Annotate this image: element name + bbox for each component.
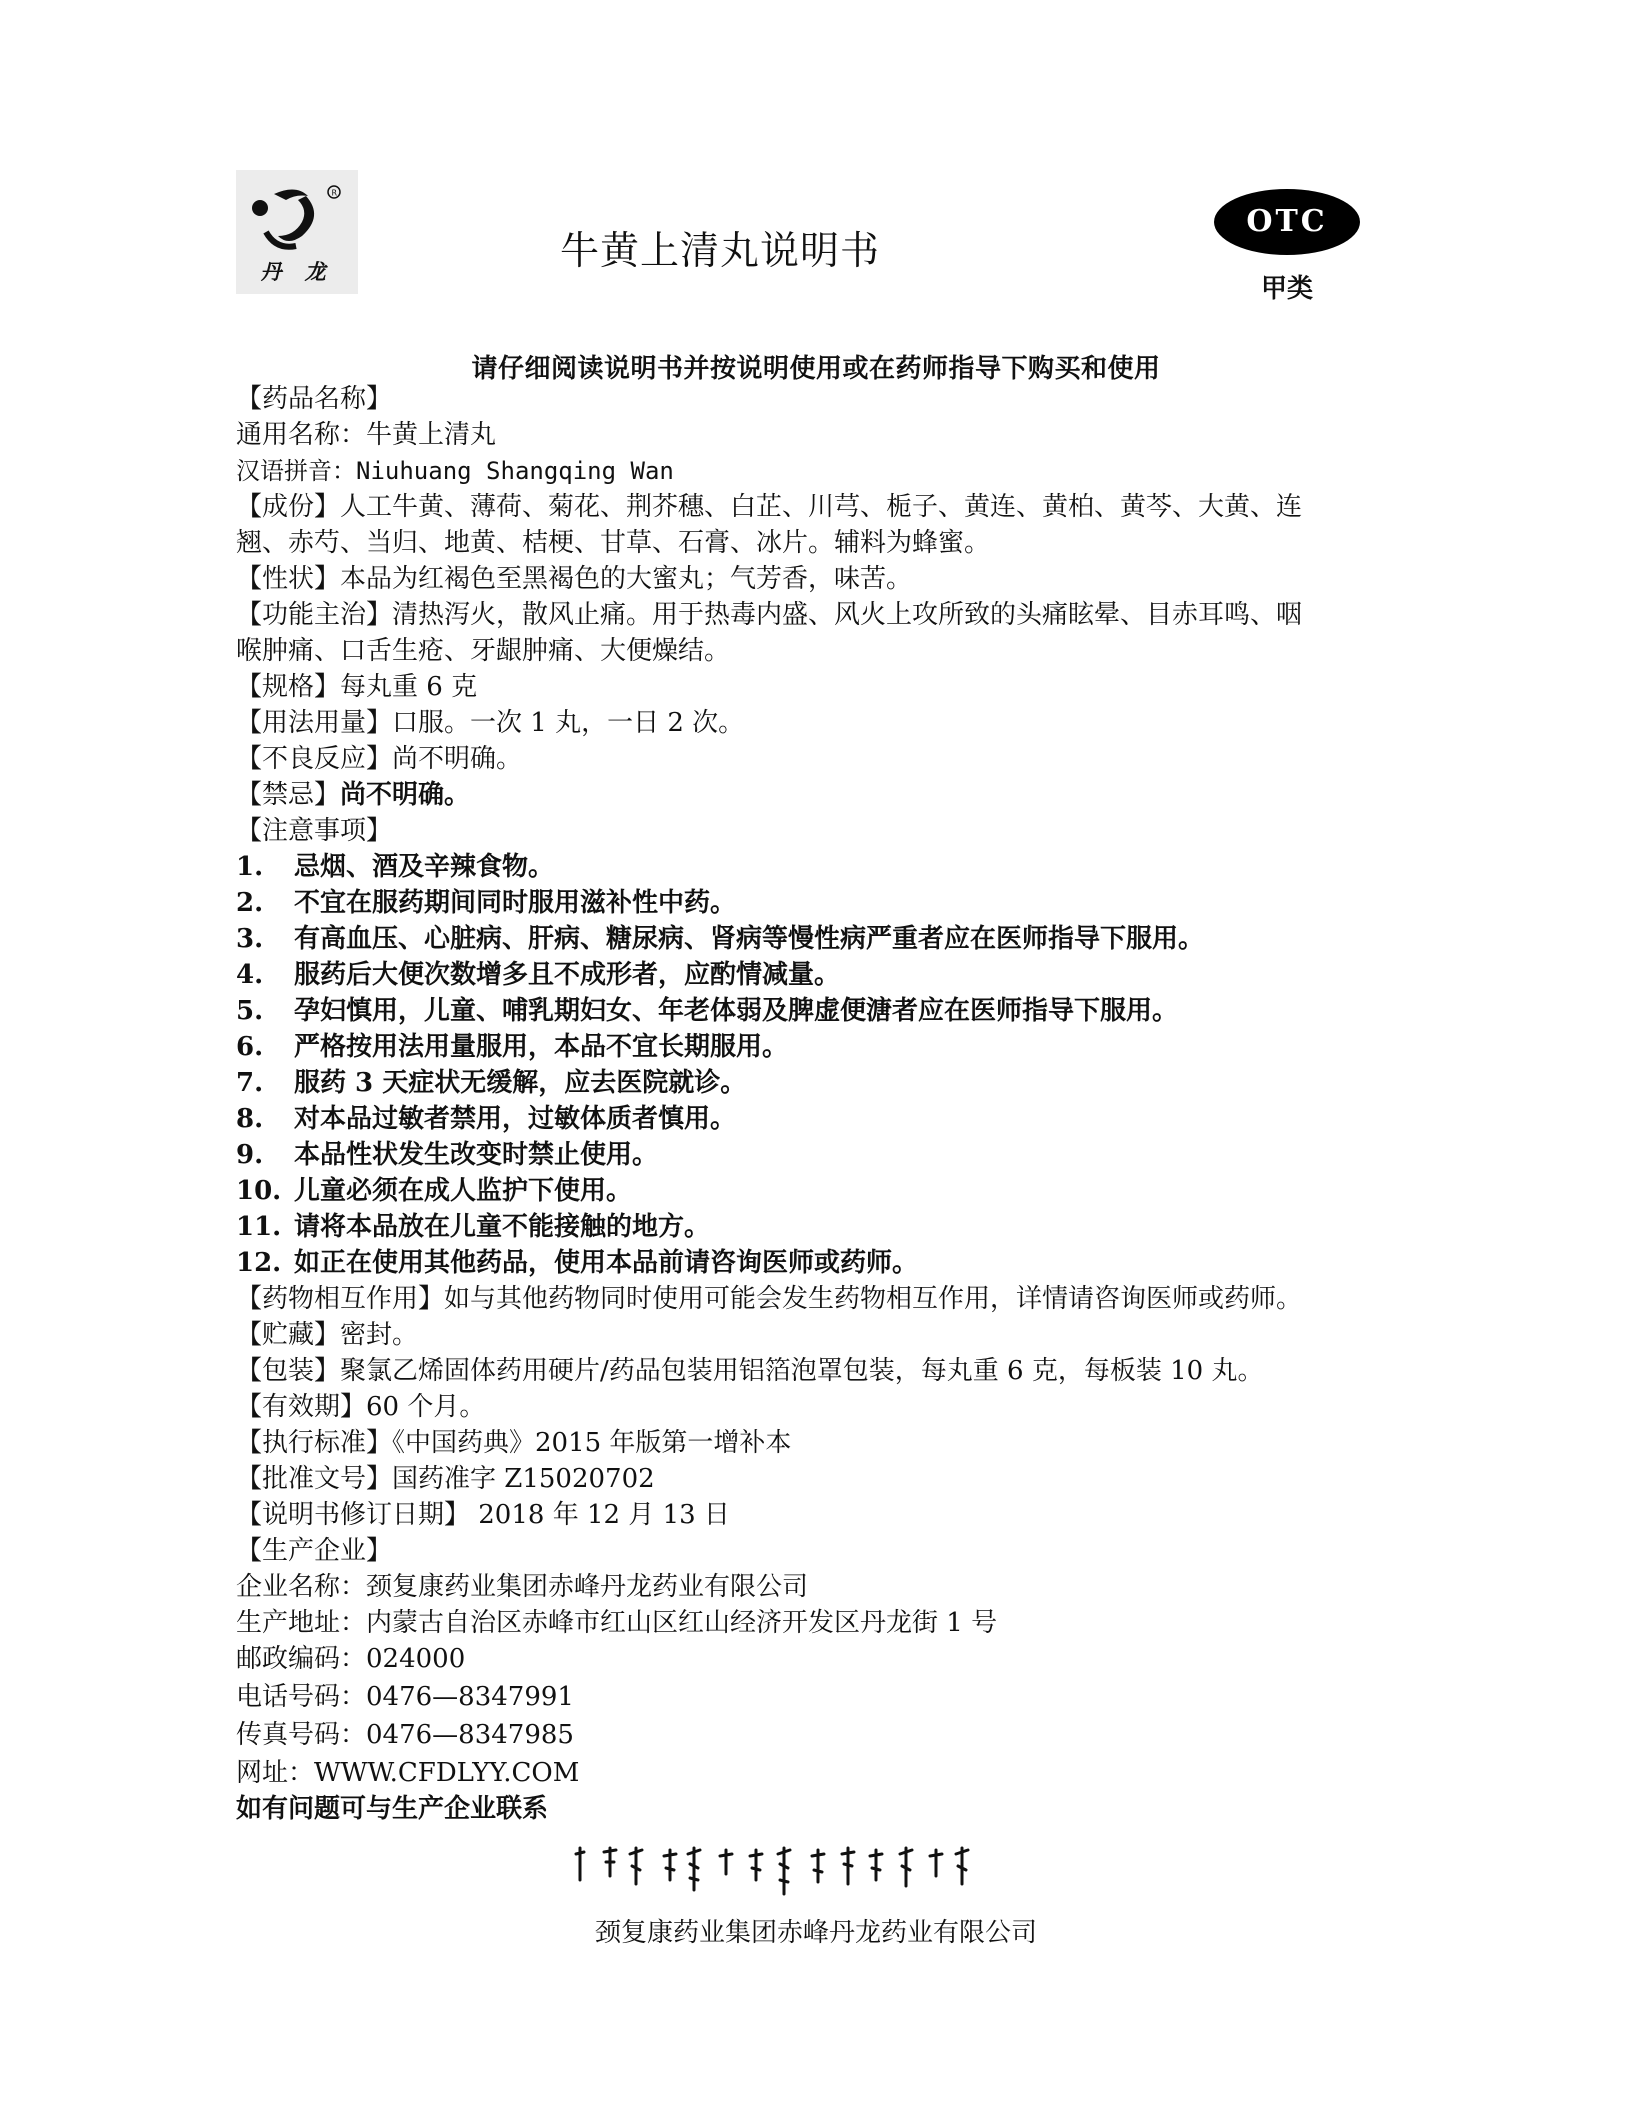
precaution-item: 4. 服药后大便次数增多且不成形者，应酌情减量。 xyxy=(236,960,841,990)
mongolian-script-graphic xyxy=(570,1840,1070,1900)
phone-number: 电话号码：0476—8347991 xyxy=(236,1682,574,1712)
ingredients-line-2: 翘、赤芍、当归、地黄、桔梗、甘草、石膏、冰片。辅料为蜂蜜。 xyxy=(236,528,991,558)
production-address: 生产地址：内蒙古自治区赤峰市红山区红山经济开发区丹龙街 1 号 xyxy=(236,1608,998,1638)
precaution-item: 5. 孕妇慎用，儿童、哺乳期妇女、年老体弱及脾虚便溏者应在医师指导下服用。 xyxy=(236,996,1179,1026)
precaution-item: 12. 如正在使用其他药品，使用本品前请咨询医师或药师。 xyxy=(236,1248,919,1278)
precaution-item: 3. 有高血压、心脏病、肝病、糖尿病、肾病等慢性病严重者应在医师指导下服用。 xyxy=(236,924,1205,954)
indications-line-2: 喉肿痛、口舌生疮、牙龈肿痛、大便燥结。 xyxy=(236,636,731,666)
execution-standard: 【执行标准】《中国药典》2015 年版第一增补本 xyxy=(236,1428,792,1458)
contraindications xyxy=(236,778,470,812)
package: 【包装】聚氯乙烯固体药用硬片/药品包装用铝箔泡罩包装，每丸重 6 克，每板装 10 丸。 xyxy=(236,1356,1264,1386)
postal-code: 邮政编码：024000 xyxy=(236,1644,466,1674)
otc-badge: OTC xyxy=(1214,189,1360,255)
dosage: 【用法用量】口服。一次 1 丸，一日 2 次。 xyxy=(236,708,745,738)
website: 网址：WWW.CFDLYY.COM xyxy=(236,1758,580,1788)
precaution-item: 6. 严格按用法用量服用，本品不宜长期服用。 xyxy=(236,1032,789,1062)
precaution-item: 2. 不宜在服药期间同时服用滋补性中药。 xyxy=(236,888,737,918)
pinyin-name: 汉语拼音：Niuhuang Shangqing Wan xyxy=(236,457,674,485)
fax-number: 传真号码：0476—8347985 xyxy=(236,1720,574,1750)
drug-name-heading: 【药品名称】 xyxy=(236,384,393,414)
approval-number: 【批准文号】国药准字 Z15020702 xyxy=(236,1464,655,1494)
precaution-item: 1. 忌烟、酒及辛辣食物。 xyxy=(236,852,555,882)
precaution-item: 11. 请将本品放在儿童不能接触的地方。 xyxy=(236,1212,711,1242)
validity: 【有效期】60 个月。 xyxy=(236,1392,486,1422)
company-name: 企业名称：颈复康药业集团赤峰丹龙药业有限公司 xyxy=(236,1572,809,1602)
footer-company-name: 颈复康药业集团赤峰丹龙药业有限公司 xyxy=(594,1918,1037,1948)
revision-date: 【说明书修订日期】 2018 年 12 月 13 日 xyxy=(236,1500,730,1530)
danlong-logo-mark xyxy=(236,170,358,270)
usage-warning: 请仔细阅读说明书并按说明使用或在药师指导下购买和使用 xyxy=(471,354,1161,384)
precaution-item: 9. 本品性状发生改变时禁止使用。 xyxy=(236,1140,659,1170)
description: 【性状】本品为红褐色至黑褐色的大蜜丸；气芳香，味苦。 xyxy=(236,564,913,594)
generic-name: 通用名称：牛黄上清丸 xyxy=(236,420,497,450)
indications-line-1: 【功能主治】清热泻火，散风止痛。用于热毒内盛、风火上攻所致的头痛眩晕、目赤耳鸣、咽 xyxy=(236,600,1303,630)
manufacturer-heading: 【生产企业】 xyxy=(236,1536,393,1566)
drug-interactions: 【药物相互作用】如与其他药物同时使用可能会发生药物相互作用，详情请咨询医师或药师。 xyxy=(236,1284,1303,1314)
adverse-reactions: 【不良反应】尚不明确。 xyxy=(236,744,523,774)
contraindications-label: 【禁忌】 xyxy=(236,780,341,810)
svg-text:R: R xyxy=(331,188,338,198)
logo-text: 丹 龙 xyxy=(260,260,334,284)
contraindications-value: 尚不明确。 xyxy=(340,780,471,810)
page-title: 牛黄上清丸说明书 xyxy=(560,229,881,274)
storage: 【贮藏】密封。 xyxy=(236,1320,419,1350)
precaution-item: 10. 儿童必须在成人监护下使用。 xyxy=(236,1176,633,1206)
precautions-heading: 【注意事项】 xyxy=(236,816,393,846)
specification: 【规格】每丸重 6 克 xyxy=(236,672,478,702)
precaution-item: 7. 服药 3 天症状无缓解，应去医院就诊。 xyxy=(236,1068,747,1098)
otc-class-label: 甲类 xyxy=(1260,274,1313,304)
precaution-item: 8. 对本品过敏者禁用，过敏体质者慎用。 xyxy=(236,1104,737,1134)
contact-note: 如有问题可与生产企业联系 xyxy=(236,1794,549,1824)
ingredients-line-1: 【成份】人工牛黄、薄荷、菊花、荆芥穗、白芷、川芎、栀子、黄连、黄柏、黄芩、大黄、连 xyxy=(236,492,1303,522)
danlong-logo xyxy=(236,170,358,294)
